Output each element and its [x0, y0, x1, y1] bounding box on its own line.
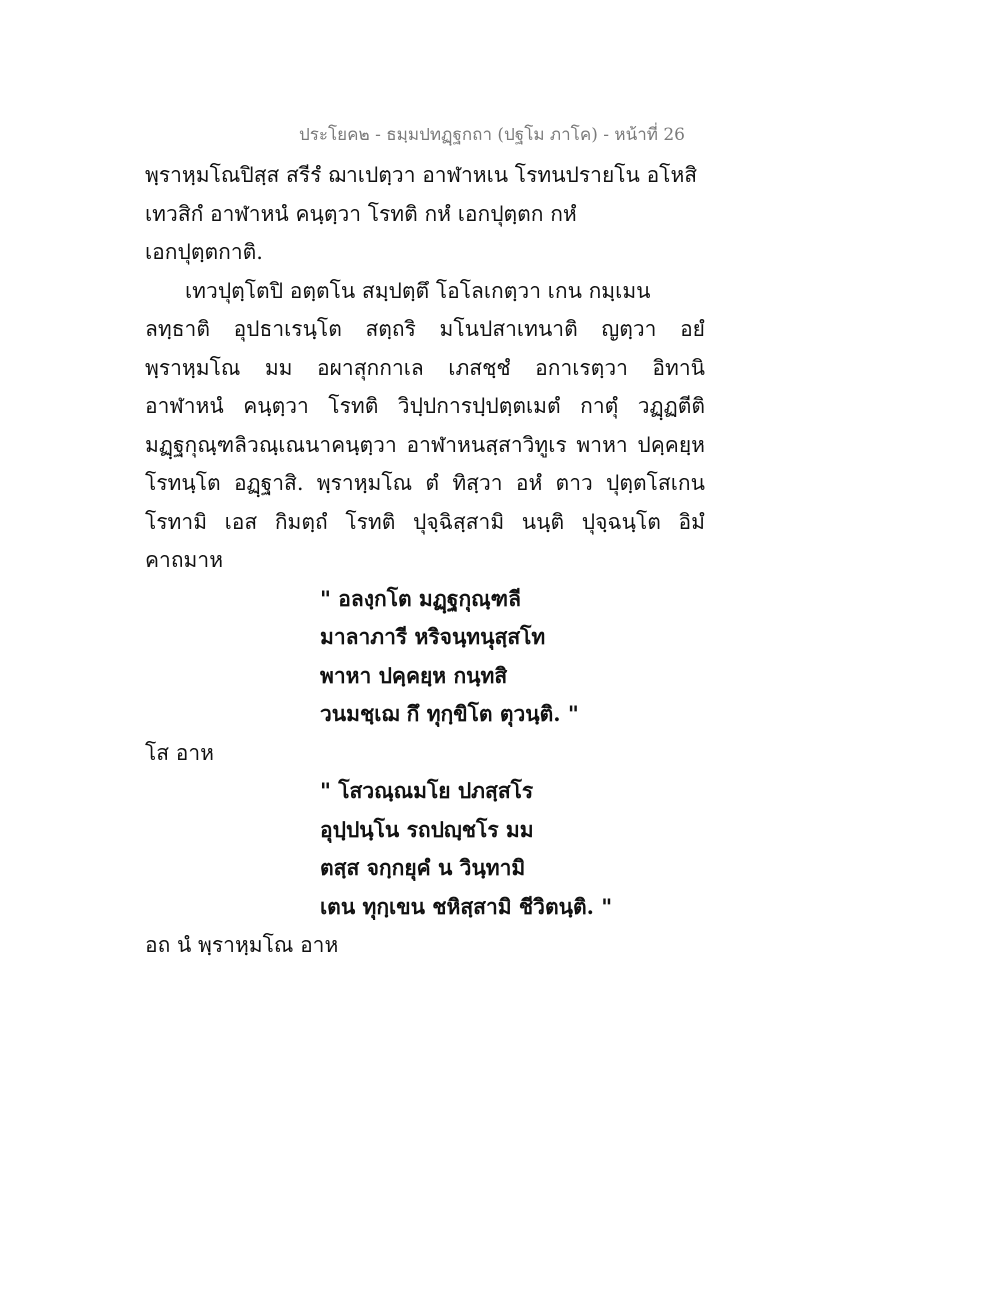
text-line: โรทนฺโต อฏฺฐาสิ. พฺราหฺมโณ ตํ ทิสฺวา อหํ ตาว ปุตฺตโสเกน — [145, 471, 705, 495]
text-line: พฺราหฺมโณ มม อผาสุกกาเล เภสชฺชํ อกาเรตฺวา อิทานิ — [145, 355, 705, 380]
verse-line: วนมชฺเฌ กึ ทุกฺขิโต ตุวนฺติ. " — [320, 701, 579, 726]
text-line: โรทามิ เอส กิมตฺถํ โรทติ ปุจฺฉิสฺสามิ นนฺติ ปุจฺฉนฺโต อิมํ — [145, 509, 705, 534]
text-line: พฺราหฺมโณปิสฺส สรีรํ ฌาเปตฺวา อาฬาหเน โรทนปรายโน อโหสิ — [145, 163, 698, 187]
text-line: คาถมาห — [145, 548, 224, 572]
verse-line: " โสวณฺณมโย ปภสฺสโร — [320, 778, 534, 803]
text-line: โส อาห — [145, 740, 215, 765]
text-line: เทวสิกํ อาฬาหนํ คนฺตฺวา โรทติ กหํ เอกปุตฺตก กหํ — [145, 201, 577, 226]
text-line: มฏฺฐกุณฺฑลิวณฺเณนาคนฺตฺวา อาฬาหนสฺสาวิทูเร พาหา ปคฺคยฺห — [145, 432, 705, 457]
verse-line: อุปฺปนฺโน รถปญฺชโร มม — [320, 816, 534, 842]
verse-line: พาหา ปคฺคยฺห กนฺทสิ — [320, 662, 508, 688]
text-line: ลทฺธาติ อุปธาเรนฺโต สตฺถริ มโนปสาเทนาติ ญตฺวา อยํ — [145, 317, 705, 341]
verse-line: เตน ทุกฺเขน ชหิสฺสามิ ชีวิตนฺติ. " — [320, 893, 613, 919]
verse-line: ตสฺส จกฺกยุคํ น วินฺทามิ — [320, 855, 526, 880]
page-header: ประโยค๒ - ธมฺมปทฏฺฐกถา (ปฐโม ภาโค) - หน้าที่ 26 — [299, 125, 685, 145]
document-body — [145, 156, 705, 965]
paragraph-first-line: เทวปุตฺโตปิ อตฺตโน สมฺปตฺตึ โอโลเกตฺวา เกน กมฺเมน — [185, 278, 651, 303]
text-line: เอกปุตฺตกาติ. — [145, 240, 263, 264]
text-line: อถ นํ พฺราหฺมโณ อาห — [145, 933, 339, 957]
verse-line: มาลาภารี หริจนฺทนุสฺสโท — [320, 624, 546, 649]
verse-line: " อลงฺกโต มฏฺฐกุณฺฑลี — [320, 585, 521, 611]
text-line: อาฬาหนํ คนฺตฺวา โรทติ วิปฺปการปฺปตฺตเมตํ กาตุํ วฏฺฏตีติ — [145, 394, 705, 418]
